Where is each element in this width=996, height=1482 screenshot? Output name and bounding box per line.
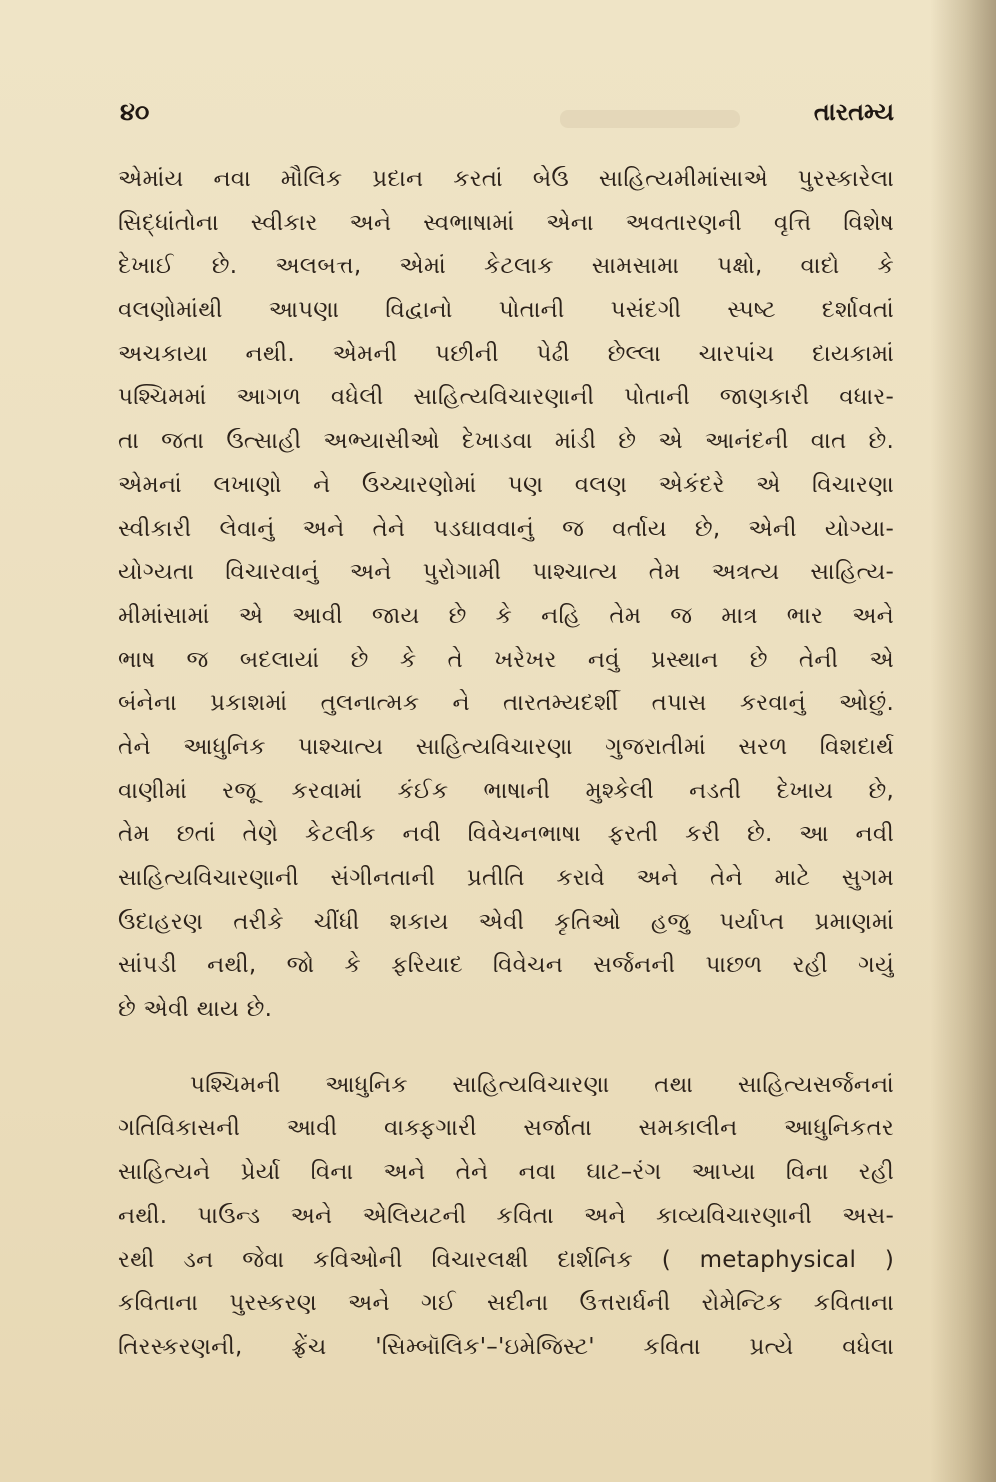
paragraph-2 xyxy=(118,1064,894,1370)
page-header xyxy=(120,98,894,138)
page-number: ૪૦ xyxy=(120,98,150,126)
text-line: નથી. પાઉન્ડ અને એલિયટની કવિતા અને કાવ્યવિચારણાની અસ- xyxy=(118,1202,894,1229)
text-line: યોગ્યતા વિચારવાનું અને પુરોગામી પાશ્ચાત્ય તેમ અત્રત્ય સાહિત્ય- xyxy=(118,559,894,586)
text-line: ભાષ જ બદલાયાં છે કે તે ખરેખર નવું પ્રસ્થાન છે તેની એ xyxy=(118,646,894,673)
text-line: સાહિત્યને પ્રેર્યા વિના અને તેને નવા ઘાટ–રંગ આપ્યા વિના રહી xyxy=(118,1159,894,1186)
text-line: એમનાં લખાણો ને ઉચ્ચારણોમાં પણ વલણ એકંદરે એ વિચારણા xyxy=(118,471,894,498)
paragraph-1 xyxy=(118,158,894,1032)
text-line: પશ્ચિમની આધુનિક સાહિત્યવિચારણા તથા સાહિત્યસર્જનનાં xyxy=(190,1071,894,1098)
text-line: રથી ડન જેવા કવિઓની વિચારલક્ષી દાર્શનિક ( metaphysical ) xyxy=(118,1246,894,1273)
text-line: કવિતાના પુરસ્કરણ અને ગઈ સદીના ઉત્તરાર્ધની રોમેન્ટિક કવિતાના xyxy=(118,1290,894,1317)
text-line: દેખાઈ છે. અલબત્ત, એમાં કેટલાક સામસામા પક્ષો, વાદો કે xyxy=(118,253,894,280)
text-line: સાહિત્યવિચારણાની સંગીનતાની પ્રતીતિ કરાવે અને તેને માટે સુગમ xyxy=(118,865,894,891)
paragraph-spacer xyxy=(118,1032,894,1064)
text-line: સ્વીકારી લેવાનું અને તેને પડઘાવવાનું જ વર્તાય છે, એની યોગ્યા- xyxy=(118,515,894,542)
text-line: સિદ્ધાંતોના સ્વીકાર અને સ્વભાષામાં એના અવતારણની વૃત્તિ વિશેષ xyxy=(118,209,894,236)
text-line: અચકાયા નથી. એમની પછીની પેઢી છેલ્લા ચારપાંચ દાયકામાં xyxy=(118,340,894,367)
text-line: પશ્ચિમમાં આગળ વધેલી સાહિત્યવિચારણાની પોતાની જાણકારી વધાર- xyxy=(118,384,894,411)
running-head: તારતમ્ય xyxy=(813,98,894,126)
text-line: ઉદાહરણ તરીકે ચીંધી શકાય એવી કૃતિઓ હજુ પર્યાપ્ત પ્રમાણમાં xyxy=(118,908,894,935)
text-line: તિરસ્કરણની, ફ્રેંચ 'સિમ્બૉલિક'–'ઇમેજિસ્ટ' કવિતા પ્રત્યે વધેલા xyxy=(118,1333,894,1360)
text-line: વાણીમાં રજૂ કરવામાં કંઈક ભાષાની મુશ્કેલી નડતી દેખાય છે, xyxy=(118,777,894,804)
text-line: તા જતા ઉત્સાહી અભ્યાસીઓ દેખાડવા માંડી છે એ આનંદની વાત છે. xyxy=(118,428,894,455)
text-line: ગતિવિકાસની આવી વાક્ફગારી સર્જાતા સમકાલીન આધુનિકતર xyxy=(118,1115,894,1142)
text-line: સાંપડી નથી, જો કે ફરિયાદ વિવેચન સર્જનની પાછળ રહી ગયું xyxy=(118,952,894,979)
text-line: બંનેના પ્રકાશમાં તુલનાત્મક ને તારતમ્યદર્શી તપાસ કરવાનું ઓછું. xyxy=(118,690,894,717)
text-line: તેને આધુનિક પાશ્ચાત્ય સાહિત્યવિચારણા ગુજરાતીમાં સરળ વિશદાર્થ xyxy=(118,733,894,760)
text-line: મીમાંસામાં એ આવી જાય છે કે નહિ તેમ જ માત્ર ભાર અને xyxy=(118,602,894,629)
text-line: એમાંય નવા મૌલિક પ્રદાન કરતાં બેઉ સાહિત્યમીમાંસાએ પુરસ્કારેલા xyxy=(118,166,894,192)
text-line: તેમ છતાં તેણે કેટલીક નવી વિવેચનભાષા ફરતી કરી છે. આ નવી xyxy=(118,821,894,848)
text-line: વલણોમાંથી આપણા વિદ્વાનો પોતાની પસંદગી સ્પષ્ટ દર્શાવતાં xyxy=(118,297,894,324)
text-line: છે એવી થાય છે. xyxy=(118,996,273,1023)
body-text xyxy=(118,158,894,1370)
